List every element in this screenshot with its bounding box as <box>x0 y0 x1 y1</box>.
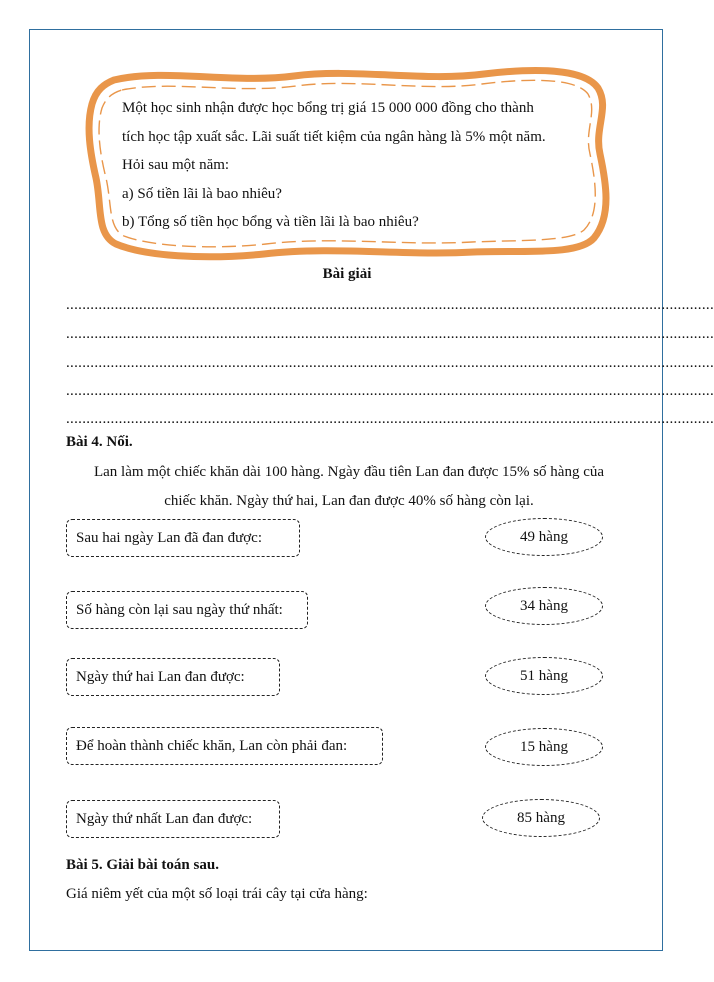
bai5-text: Giá niêm yết của một số loại trái cây tại cửa hàng: <box>66 886 368 902</box>
match-left-1[interactable]: Sau hai ngày Lan đã đan được: <box>66 519 300 557</box>
match-left-5[interactable]: Ngày thứ nhất Lan đan được: <box>66 800 280 838</box>
match-right-1[interactable]: 49 hàng <box>485 518 603 556</box>
bai5-title: Bài 5. Giải bài toán sau. <box>66 857 219 873</box>
problem-line-1: Một học sinh nhận được học bổng trị giá 15 000 000 đồng cho thành <box>122 100 534 116</box>
answer-line-2[interactable]: ................................................................................................................................................................ <box>66 326 714 342</box>
bai4-text-line-2: chiếc khăn. Ngày thứ hai, Lan đan được 40% số hàng còn lại. <box>164 493 534 509</box>
match-right-4[interactable]: 15 hàng <box>485 728 603 766</box>
problem-line-5: b) Tổng số tiền học bổng và tiền lãi là bao nhiêu? <box>122 214 419 230</box>
match-left-2[interactable]: Số hàng còn lại sau ngày thứ nhất: <box>66 591 308 629</box>
bai4-text-line-1: Lan làm một chiếc khăn dài 100 hàng. Ngày đầu tiên Lan đan được 15% số hàng của <box>93 464 605 480</box>
problem-line-3: Hỏi sau một năm: <box>122 157 230 173</box>
answer-line-5[interactable]: ................................................................................................................................................................ <box>66 411 714 427</box>
match-left-3[interactable]: Ngày thứ hai Lan đan được: <box>66 658 280 696</box>
answer-line-4[interactable]: ................................................................................................................................................................ <box>66 383 714 399</box>
match-right-2[interactable]: 34 hàng <box>485 587 603 625</box>
match-right-5[interactable]: 85 hàng <box>482 799 600 837</box>
bai4-title: Bài 4. Nối. <box>66 434 133 450</box>
problem-3-text <box>122 94 592 237</box>
problem-line-4: a) Số tiền lãi là bao nhiêu? <box>122 185 282 202</box>
match-right-3[interactable]: 51 hàng <box>485 657 603 695</box>
answer-line-3[interactable]: ................................................................................................................................................................ <box>66 355 714 371</box>
solution-title: Bài giải <box>322 266 372 282</box>
match-left-4[interactable]: Để hoàn thành chiếc khăn, Lan còn phải đan: <box>66 727 383 765</box>
problem-line-2: tích học tập xuất sắc. Lãi suất tiết kiệm của ngân hàng là 5% một năm. <box>122 128 546 145</box>
answer-line-1[interactable]: ................................................................................................................................................................ <box>66 297 714 313</box>
